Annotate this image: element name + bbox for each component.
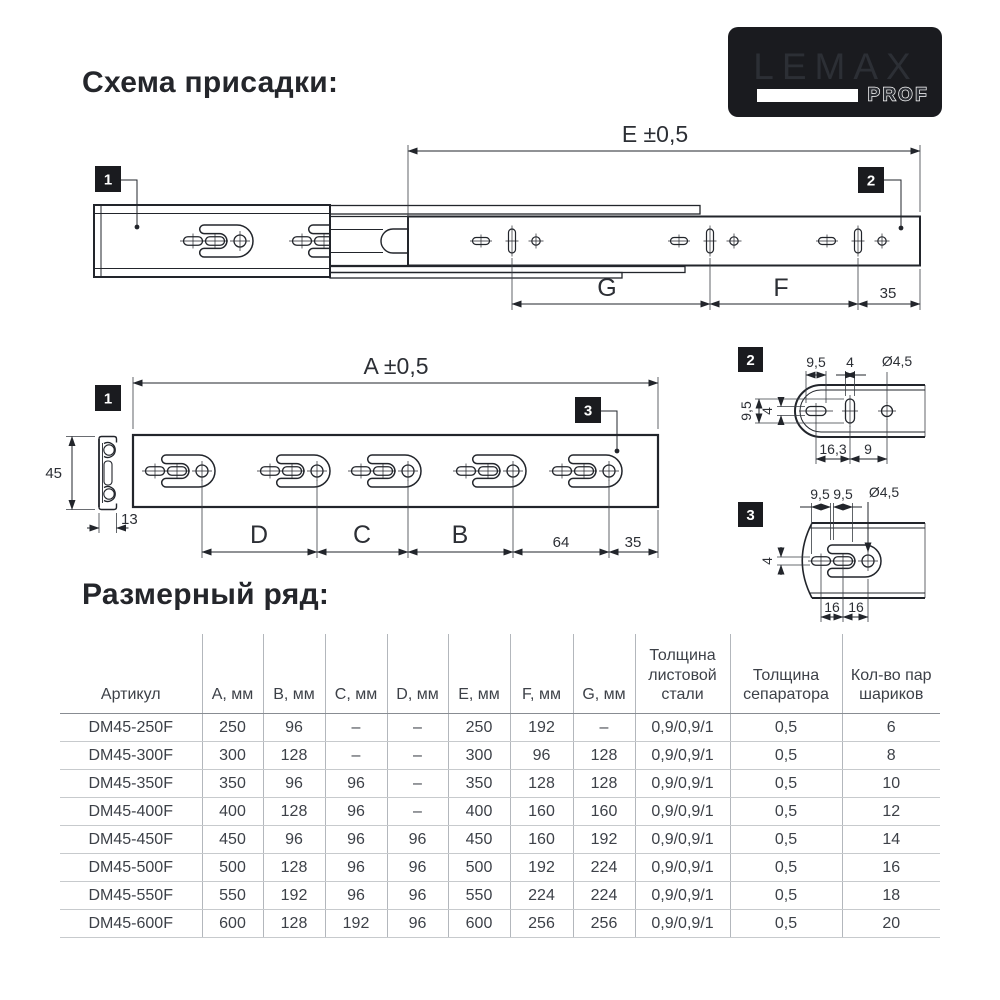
value-cell: 96 [325,854,387,882]
size-table [60,634,940,938]
value-cell: 128 [263,910,325,938]
detail2-pitch2-label: 9 [864,441,872,457]
article-cell: DM45-450F [60,826,202,854]
value-cell: 400 [448,798,510,826]
dim-c-label: C [352,521,372,549]
value-cell: 450 [448,826,510,854]
logo-sub-text: PROF [867,83,929,105]
value-cell: 192 [510,714,573,742]
value-cell: 6 [842,714,940,742]
detail3-slot1-label: 9,5 [810,486,830,502]
dim-45 [45,437,95,510]
value-cell: 0,9/0,9/1 [635,882,730,910]
stop-tab [381,229,409,253]
dim-13-label: 13 [121,511,138,528]
callout-1-front [95,385,121,411]
column-header-b: B, мм [263,634,325,714]
value-cell: – [387,770,448,798]
detail3-pitch1-label: 16 [824,599,840,615]
value-cell: 0,5 [730,798,842,826]
column-header-c: C, мм [325,634,387,714]
value-cell: 256 [573,910,635,938]
column-header-f: F, мм [510,634,573,714]
dim-b-label: B [451,521,469,549]
callout-2-inner-rail [858,167,903,230]
table-row [60,770,940,798]
value-cell: 350 [202,770,263,798]
value-cell: 500 [448,854,510,882]
dim-45-label: 45 [45,465,62,482]
header-row [60,634,940,714]
dim-d-label: D [249,521,269,549]
value-cell: – [325,742,387,770]
value-cell: 0,9/0,9/1 [635,770,730,798]
dim-e [408,121,920,228]
detail-2-rail [795,385,925,437]
article-cell: DM45-300F [60,742,202,770]
table-row [60,826,940,854]
column-header-a: A, мм [202,634,263,714]
value-cell: 0,5 [730,882,842,910]
value-cell: 0,5 [730,770,842,798]
value-cell: 10 [842,770,940,798]
callout-3-detail [738,502,763,527]
dim-64-label: 64 [552,534,570,551]
rail-front [133,435,658,507]
value-cell: – [573,714,635,742]
value-cell: 128 [573,770,635,798]
value-cell: – [387,742,448,770]
callout-1-label: 1 [103,171,113,189]
detail2-slot-w-label: 4 [846,354,854,370]
table-row [60,882,940,910]
detail3-slot2-label: 9,5 [833,486,853,502]
value-cell: 96 [510,742,573,770]
top-view-drawing [94,121,920,310]
value-cell: 192 [325,910,387,938]
value-cell: 300 [448,742,510,770]
article-cell: DM45-350F [60,770,202,798]
detail2-hole-dia-label: Ø4,5 [881,353,913,369]
value-cell: 192 [573,826,635,854]
value-cell: 256 [510,910,573,938]
dim-13 [87,511,138,533]
value-cell: 96 [263,770,325,798]
value-cell: 96 [263,714,325,742]
outer-rail [94,205,362,277]
dim-35-front-label: 35 [624,534,642,551]
column-header-separator: Толщина сепаратора [730,634,842,714]
detail3-hole-dia-label: Ø4,5 [868,484,900,500]
dim-f-label: F [773,274,789,302]
value-cell: 96 [387,854,448,882]
dim-e-label: E ±0,5 [621,121,689,147]
value-cell: 350 [448,770,510,798]
value-cell: 0,5 [730,854,842,882]
value-cell: 96 [325,826,387,854]
value-cell: 128 [263,854,325,882]
value-cell: 550 [448,882,510,910]
value-cell: 0,5 [730,714,842,742]
detail2-vslot-h-label: 9,5 [738,401,754,421]
callout-3-detail-label: 3 [746,507,755,524]
article-cell: DM45-400F [60,798,202,826]
value-cell: 96 [387,826,448,854]
detail3-slot-h-label: 4 [759,557,775,565]
detail2-slot-len-label: 9,5 [806,354,826,370]
value-cell: 160 [510,798,573,826]
value-cell: 192 [510,854,573,882]
value-cell: 128 [263,798,325,826]
value-cell: 96 [387,910,448,938]
value-cell: 0,9/0,9/1 [635,798,730,826]
value-cell: 96 [325,882,387,910]
value-cell: 0,9/0,9/1 [635,854,730,882]
value-cell: – [387,714,448,742]
table-row [60,854,940,882]
section-title: Размерный ряд: [82,578,330,611]
value-cell: 0,5 [730,826,842,854]
value-cell: 0,5 [730,742,842,770]
value-cell: 450 [202,826,263,854]
value-cell: 128 [573,742,635,770]
value-cell: 128 [263,742,325,770]
column-header-e: E, мм [448,634,510,714]
value-cell: 192 [263,882,325,910]
article-cell: DM45-500F [60,854,202,882]
value-cell: 224 [573,882,635,910]
column-header-balls: Кол-во пар шариков [842,634,940,714]
value-cell: 18 [842,882,940,910]
detail-3-drawing [738,484,925,622]
callout-3-front [575,397,619,453]
detail-2-drawing [738,347,925,464]
value-cell: 20 [842,910,940,938]
table-row [60,798,940,826]
callout-2-label: 2 [866,172,876,190]
callout-2-detail [738,347,763,372]
table-row [60,714,940,742]
value-cell: 16 [842,854,940,882]
callout-2-detail-label: 2 [746,352,755,369]
dim-dcb [202,480,658,558]
value-cell: 0,5 [730,910,842,938]
cross-section [99,437,117,510]
article-cell: DM45-600F [60,910,202,938]
value-cell: 128 [510,770,573,798]
value-cell: 600 [202,910,263,938]
detail3-pitch2-label: 16 [848,599,864,615]
value-cell: 96 [325,770,387,798]
detail2-hslot-h-label: 4 [759,407,775,415]
value-cell: 96 [263,826,325,854]
detail2-pitch1-label: 16,3 [819,441,847,457]
column-header-g: G, мм [573,634,635,714]
article-cell: DM45-250F [60,714,202,742]
value-cell: 0,9/0,9/1 [635,826,730,854]
value-cell: 12 [842,798,940,826]
value-cell: 250 [202,714,263,742]
callout-1-outer-rail [95,166,139,229]
dim-a-label: A ±0,5 [363,353,429,379]
value-cell: 250 [448,714,510,742]
value-cell: 0,9/0,9/1 [635,742,730,770]
article-cell: DM45-550F [60,882,202,910]
logo-brand-text: LEMAX [753,46,919,87]
value-cell: 160 [573,798,635,826]
page-title: Схема присадки: [82,66,339,99]
value-cell: 224 [510,882,573,910]
callout-3-front-label: 3 [583,402,593,420]
value-cell: 0,9/0,9/1 [635,714,730,742]
dim-35-label: 35 [879,285,897,302]
size-table-body [60,714,940,938]
column-header-steel: Толщина листовой стали [635,634,730,714]
value-cell: 600 [448,910,510,938]
value-cell: 550 [202,882,263,910]
callout-1-front-label: 1 [103,390,113,408]
value-cell: 400 [202,798,263,826]
value-cell: 224 [573,854,635,882]
value-cell: 0,9/0,9/1 [635,910,730,938]
column-header-d: D, мм [387,634,448,714]
value-cell: – [387,798,448,826]
value-cell: 300 [202,742,263,770]
dim-g-label: G [597,274,617,302]
value-cell: 14 [842,826,940,854]
value-cell: 96 [387,882,448,910]
value-cell: 500 [202,854,263,882]
value-cell: 160 [510,826,573,854]
table-row [60,910,940,938]
value-cell: – [325,714,387,742]
value-cell: 96 [325,798,387,826]
column-header-article: Артикул [60,634,202,714]
value-cell: 8 [842,742,940,770]
inner-rail [408,217,920,266]
front-view-drawing [45,353,658,558]
table-row [60,742,940,770]
